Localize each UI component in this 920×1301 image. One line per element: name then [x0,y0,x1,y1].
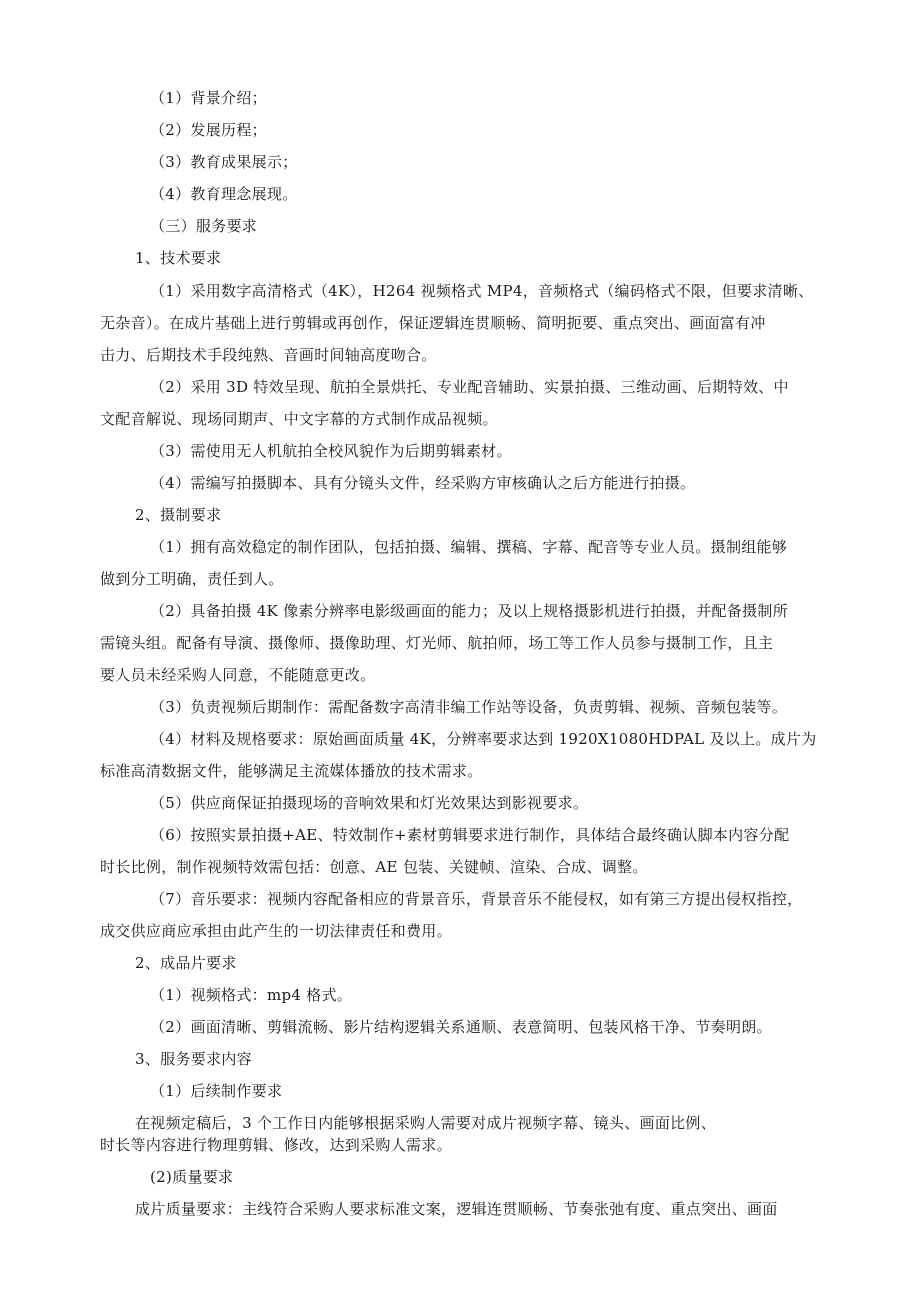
list-item-education-philosophy: （4）教育理念展现。 [150,185,298,203]
paragraph-line: 时长等内容进行物理剪辑、修改，达到采购人需求。 [100,1136,452,1154]
paragraph-line: 击力、后期技术手段纯熟、音画时间轴高度吻合。 [100,346,437,364]
section-heading-service-requirements: （三）服务要求 [150,217,258,235]
paragraph-line: （2）具备拍摄 4K 像素分辨率电影级画面的能力；及以上规格摄影机进行拍摄，并配备摄制所 [150,602,789,620]
paragraph-line: 文配音解说、现场同期声、中文字幕的方式制作成品视频。 [100,410,498,428]
list-item-background-intro: （1）背景介绍； [150,89,267,107]
paragraph-line: （4）材料及规格要求：原始画面质量 4K，分辨率要求达到 1920X1080HDPAL 及以上。成片为 [150,730,817,748]
list-item-development-history: （2）发展历程； [150,121,267,139]
paragraph-line: 无杂音）。在成片基础上进行剪辑或再创作，保证逻辑连贯顺畅、简明扼要、重点突出、画面富有冲 [100,314,766,332]
paragraph-line: (2)质量要求 [150,1168,234,1186]
paragraph-line: （3）需使用无人机航拍全校风貌作为后期剪辑素材。 [150,442,512,460]
list-item-education-achievements: （3）教育成果展示； [150,153,298,171]
paragraph-line: （2）画面清晰、剪辑流畅、影片结构逻辑关系通顺、表意简明、包装风格干净、节奏明朗。 [150,1018,772,1036]
paragraph-line: （1）采用数字高清格式（4K），H264 视频格式 MP4，音频格式（编码格式不限，但要求清晰、 [150,282,814,300]
paragraph-line: 需镜头组。配备有导演、摄像师、摄像助理、灯光师、航拍师，场工等工作人员参与摄制工作，且主 [100,634,774,652]
subsection-heading-service-content: 3、服务要求内容 [135,1050,252,1068]
paragraph-line: 成交供应商应承担由此产生的一切法律责任和费用。 [100,922,452,940]
paragraph-line: （3）负责视频后期制作：需配备数字高清非编工作站等设备，负责剪辑、视频、音频包装等。 [150,698,788,716]
paragraph-line: 要人员未经采购人同意，不能随意更改。 [100,666,376,684]
paragraph-line: （7）音乐要求：视频内容配备相应的背景音乐，背景音乐不能侵权，如有第三方提出侵权指控， [150,890,803,908]
subsection-heading-finished-video: 2、成品片要求 [135,954,237,972]
paragraph-line: （2）采用 3D 特效呈现、航拍全景烘托、专业配音辅助、实景拍摄、三维动画、后期特效、中 [150,378,789,396]
subsection-heading-technical: 1、技术要求 [135,249,222,267]
paragraph-line: （6）按照实景拍摄+AE、特效制作+素材剪辑要求进行制作，具体结合最终确认脚本内容分配 [150,826,790,844]
subsection-heading-filming: 2、摄制要求 [135,506,222,524]
paragraph-line: （1）视频格式：mp4 格式。 [150,986,353,1004]
paragraph-line: 在视频定稿后，3 个工作日内能够根据采购人需要对成片视频字幕、镜头、画面比例、 [135,1114,717,1132]
paragraph-line: （5）供应商保证拍摄现场的音响效果和灯光效果达到影视要求。 [150,794,589,812]
paragraph-line: （1）拥有高效稳定的制作团队，包括拍摄、编辑、撰稿、字幕、配音等专业人员。摄制组能够 [150,538,788,556]
paragraph-line: 标准高清数据文件，能够满足主流媒体播放的技术需求。 [100,762,483,780]
paragraph-line: （1）后续制作要求 [150,1082,283,1100]
paragraph-line: 成片质量要求：主线符合采购人要求标准文案，逻辑连贯顺畅、节奏张弛有度、重点突出、画面 [135,1200,778,1218]
paragraph-line: （4）需编写拍摄脚本、具有分镜头文件，经采购方审核确认之后方能进行拍摄。 [150,474,696,492]
paragraph-line: 做到分工明确，责任到人。 [100,570,284,588]
paragraph-line: 时长比例，制作视频特效需包括：创意、AE 包装、关键帧、渲染、合成、调整。 [100,858,648,876]
